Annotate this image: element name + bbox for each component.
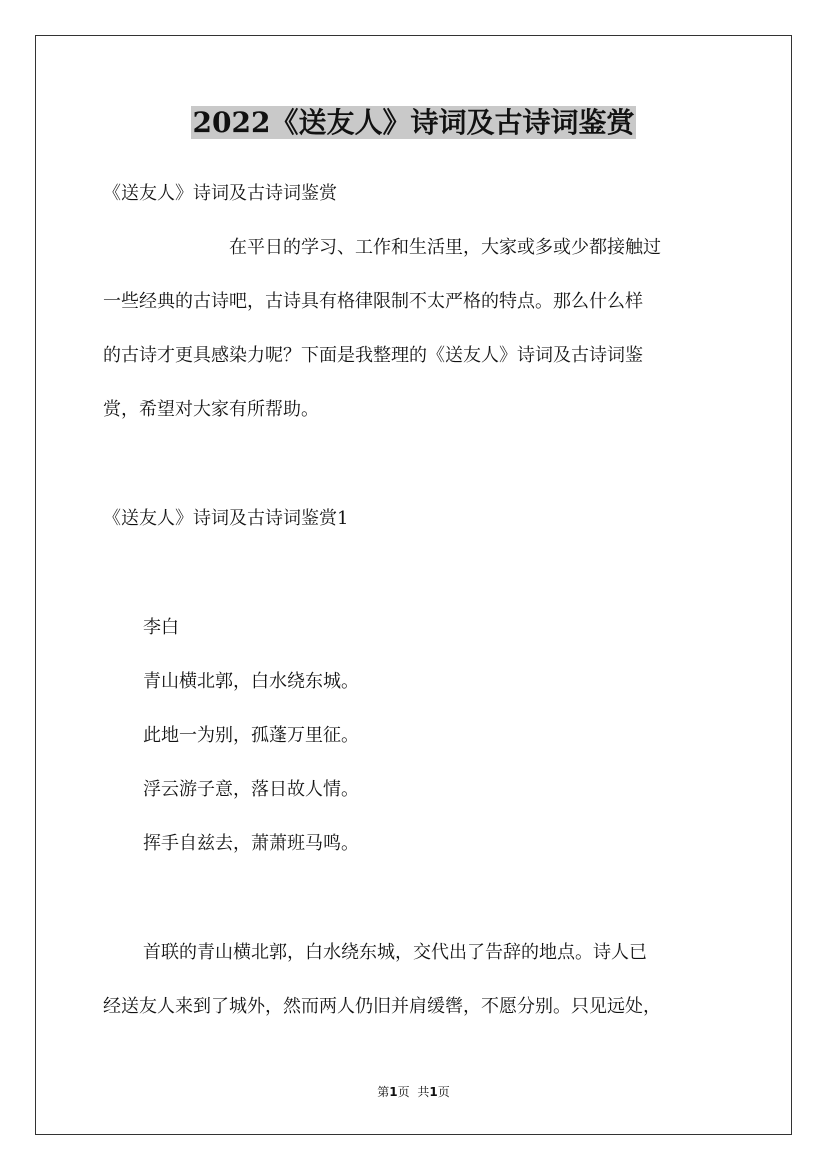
footer-total-unit: 页	[437, 1085, 450, 1099]
analysis-line-1: 首联的青山横北郭，白水绕东城，交代出了告辞的地点。诗人已	[143, 942, 647, 963]
intro-line-4: 赏，希望对大家有所帮助。	[103, 399, 319, 420]
footer-total-label: 共	[417, 1085, 430, 1099]
page-footer	[0, 1084, 827, 1100]
footer-page-number: 1	[389, 1085, 398, 1099]
poem-line-4: 挥手自兹去，萧萧班马鸣。	[143, 833, 359, 854]
document-title: 2022《送友人》诗词及古诗词鉴赏	[192, 106, 635, 139]
footer-page-label: 第	[377, 1085, 390, 1099]
poem-line-3: 浮云游子意，落日故人情。	[143, 779, 359, 800]
document-subtitle: 《送友人》诗词及古诗词鉴赏	[103, 183, 337, 204]
footer-total-pages: 1	[429, 1085, 438, 1099]
section-heading: 《送友人》诗词及古诗词鉴赏1	[103, 508, 349, 529]
intro-line-2: 一些经典的古诗吧，古诗具有格律限制不太严格的特点。那么什么样	[103, 291, 643, 312]
intro-line-1: 在平日的学习、工作和生活里，大家或多或少都接触过	[229, 237, 661, 258]
analysis-line-2: 经送友人来到了城外，然而两人仍旧并肩缓辔，不愿分别。只见远处，	[103, 996, 661, 1017]
footer-page-unit: 页	[397, 1085, 410, 1099]
poem-line-2: 此地一为别，孤蓬万里征。	[143, 725, 359, 746]
poem-line-1: 青山横北郭，白水绕东城。	[143, 671, 359, 692]
poem-author: 李白	[143, 617, 179, 638]
intro-line-3: 的古诗才更具感染力呢？下面是我整理的《送友人》诗词及古诗词鉴	[103, 345, 643, 366]
